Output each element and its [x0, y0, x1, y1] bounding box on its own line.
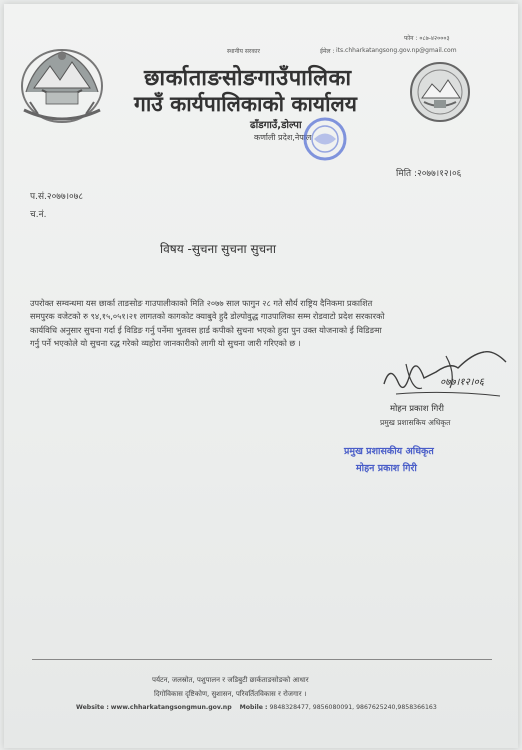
footer-motto-line1: पर्यटन, जलस्रोत, पशुपालन र जडिबुटी छार्कताङसोङको आधार — [152, 676, 309, 684]
email-label: ईमेल : — [320, 48, 335, 55]
mobile-numbers: 9848328477, 9856080091, 9867625240,9858366163 — [269, 704, 437, 711]
website-label: Website : — [76, 704, 109, 711]
dispatch-number-label: च.नं. — [30, 210, 47, 220]
mobile-label: Mobile : — [239, 704, 268, 711]
website-link[interactable]: www.chharkatangsongmun.gov.np — [110, 704, 232, 711]
local-government-label: स्थानीय सरकार — [227, 48, 260, 55]
office-seal-stamp — [302, 116, 348, 162]
signatory-name: मोहन प्रकाश गिरी — [390, 404, 444, 414]
body-line: गर्नु पर्ने भएकोले यो सुचना रद्ध गरेको व्यहोरा जानकारीको लागी यो सुचना जारी गरिएको छ । — [30, 337, 301, 348]
designation-stamp-line1: प्रमुख प्रशासकीय अधिकृत — [344, 446, 434, 457]
letter-page — [4, 4, 518, 748]
email-address[interactable]: its.chharkatangsong.gov.np@gmail.com — [336, 47, 457, 54]
body-line: समपुरक वजेटको रु ९४,१५,०५१।२१ लागतको कागकोट क्याबुवे हुदै डोल्पोवुद्ध गाउपालिका सम्म रोडवाटो प्रदेश सरकारको — [30, 311, 385, 322]
handwritten-date: ०७७।१२।०६ — [440, 377, 484, 388]
footer-contact-line — [76, 704, 437, 711]
municipality-name: छार्काताङसोङगाउँपालिका — [144, 66, 352, 91]
phone-number: फोन : ०८७-४२०००३ — [404, 35, 450, 42]
letter-body — [30, 297, 508, 350]
letter-date: मिति :२०७७।१२।०६ — [396, 169, 462, 179]
footer-divider — [32, 659, 492, 660]
location-text: ढाँडगाउँ,डोल्पा — [250, 120, 302, 131]
subject-line: विषय -सुचना सुचना सुचना — [160, 242, 276, 256]
footer-motto-line2: दिगोविकास दृष्टिकोण, सुशासन, परिवर्तितविकास र रोजगार । — [154, 690, 307, 698]
province-text: कर्णाली प्रदेश,नेपाल — [254, 133, 312, 142]
nepal-emblem-icon — [16, 40, 108, 128]
body-line: उपरोक्त सम्वन्धमा यस छार्का ताङसोङ गाउपालीकाको मिति २०७७ साल फागुन २८ गते सौर्य राष्ट्रिय दैनिकमा प्रकाशित — [30, 298, 373, 308]
municipality-logo-icon — [408, 60, 472, 124]
signatory-designation: प्रमुख प्रशासकिय अधिकृत — [380, 418, 451, 427]
body-line: कार्यविधि अनुसार सुचना गर्दा ई विडिङ गर्नु पर्नेमा भुतवस हार्ड कपीको सुचना भएको हुदा पुन उक्त योजनाको ई विडिङमा — [30, 324, 382, 335]
designation-stamp-line2: मोहन प्रकाश गिरी — [356, 463, 417, 474]
letter-reference-number: प.सं.२०७७।०७८ — [30, 192, 84, 202]
office-name: गाउँ कार्यपालिकाको कार्यालय — [134, 92, 357, 116]
